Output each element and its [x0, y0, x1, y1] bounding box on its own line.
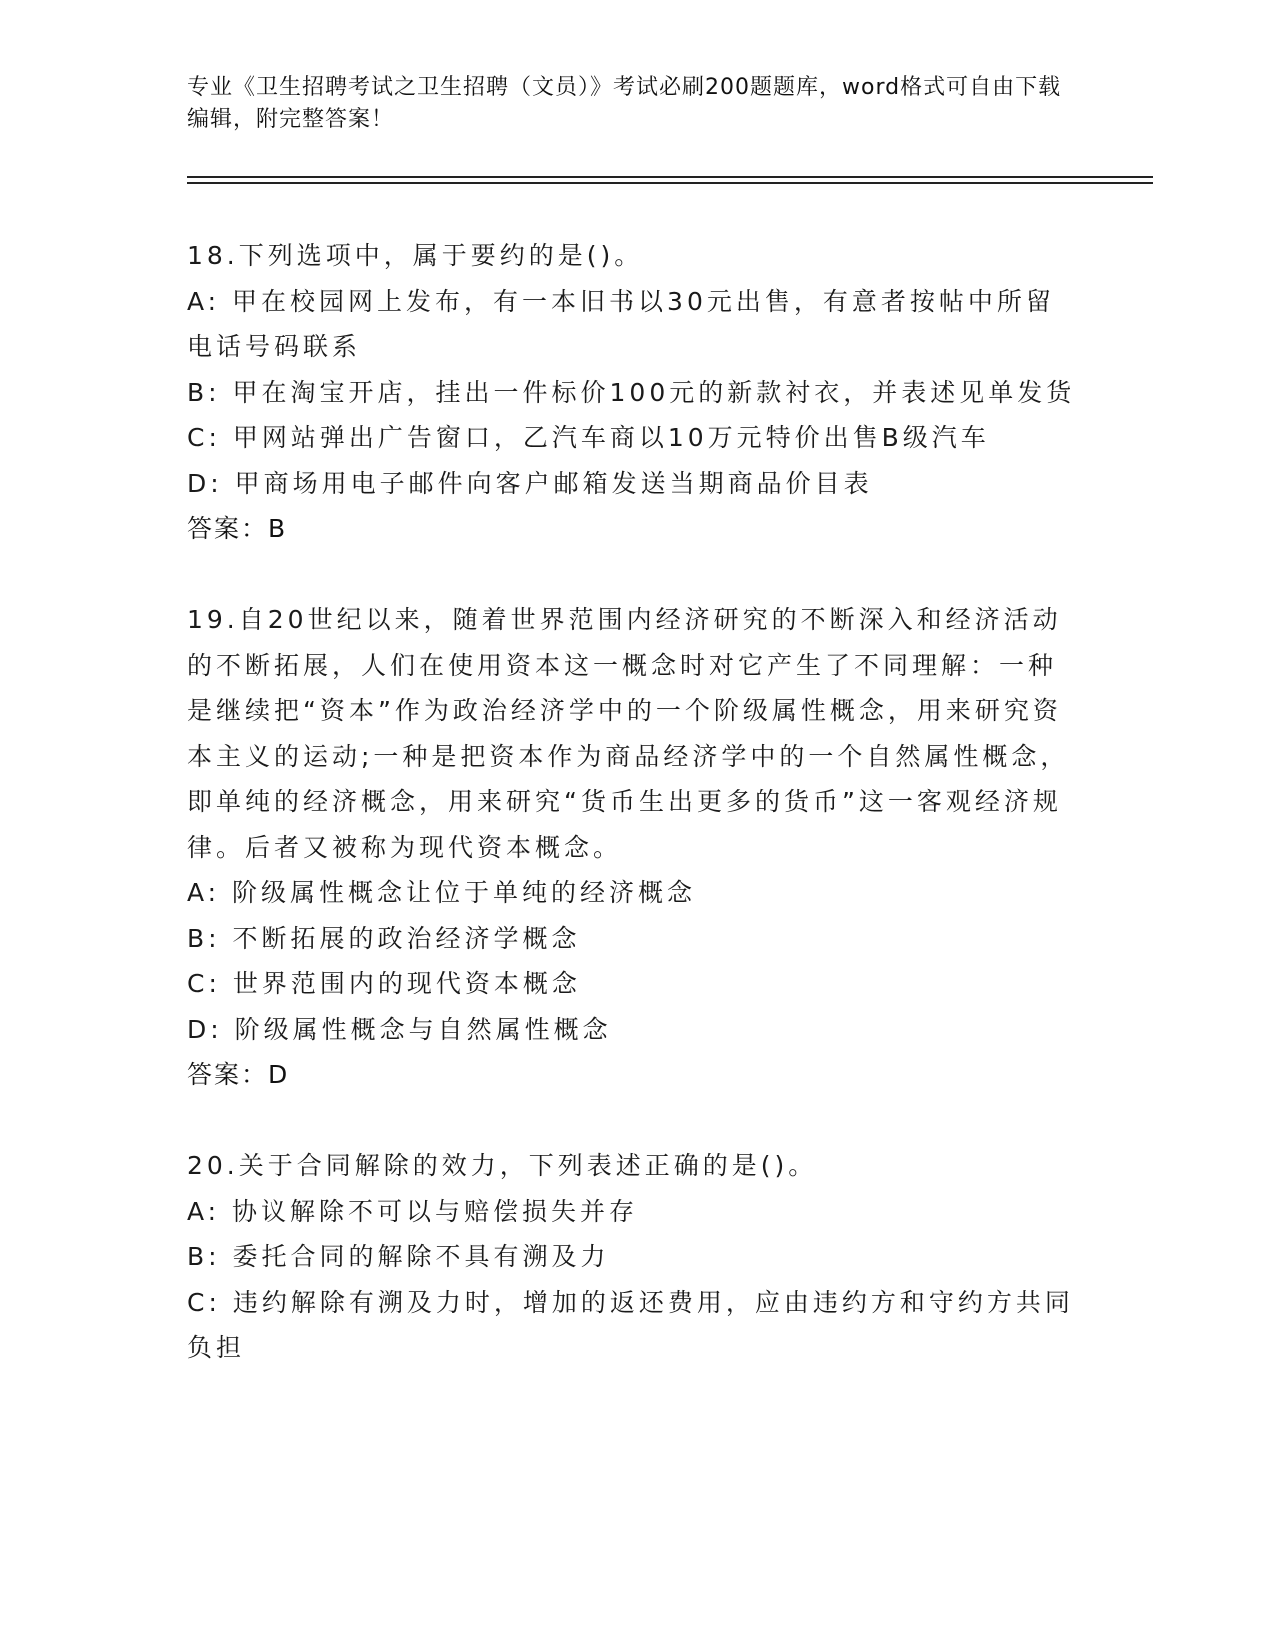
- question-stem: 20.关于合同解除的效力，下列表述正确的是()。: [187, 1151, 818, 1180]
- question-18: [187, 233, 1077, 552]
- answer-line: [187, 506, 1077, 552]
- option-a: A: 协议解除不可以与赔偿损失并存: [187, 1196, 639, 1226]
- question-20: [187, 1143, 1077, 1371]
- question-stem: 19.自20世纪以来，随着世界范围内经济研究的不断深入和经济活动的不断拓展，人们在使用资本这一概念时对它产生了不同理解：一种是继续把“资本”作为政治经济学中的一个阶级属性概念，用来研究资本主义的运动;一种是把资本作为商品经济学中的一个自然属性概念，即单纯的经济概念，用来研究“货币生出更多的货币”这一客观经济规律。后者又被称为现代资本概念。: [187, 605, 1070, 862]
- option-a: A: 甲在校园网上发布，有一本旧书以30元出售，有意者按帖中所留电话号码联系: [187, 286, 1055, 361]
- header-divider-top: [187, 176, 1153, 178]
- question-stem: 18.下列选项中，属于要约的是()。: [187, 241, 644, 270]
- option-c: C: 甲网站弹出广告窗口，乙汽车商以10万元特价出售B级汽车: [187, 423, 990, 452]
- option-b: B: 甲在淘宝开店，挂出一件标价100元的新款衬衣，并表述见单发货: [187, 377, 1076, 407]
- option-d: D: 阶级属性概念与自然属性概念: [187, 1014, 612, 1044]
- option-b: B: 委托合同的解除不具有溯及力: [187, 1242, 610, 1271]
- option-b: B: 不断拓展的政治经济学概念: [187, 923, 581, 953]
- option-c: C: 违约解除有溯及力时，增加的返还费用，应由违约方和守约方共同负担: [187, 1287, 1074, 1362]
- document-header: 专业《卫生招聘考试之卫生招聘（文员）》考试必刷200题题库，word格式可自由下载编辑，附完整答案！: [187, 75, 1062, 132]
- answer-label: 答案：: [187, 514, 269, 543]
- answer-value: D: [268, 1060, 289, 1089]
- option-c: C: 世界范围内的现代资本概念: [187, 969, 581, 998]
- answer-value: B: [268, 514, 287, 543]
- answer-line: [187, 1052, 1077, 1098]
- option-a: A: 阶级属性概念让位于单纯的经济概念: [187, 878, 697, 907]
- header-divider-bottom: [187, 182, 1153, 184]
- question-19: [187, 597, 1077, 1098]
- answer-label: 答案：: [187, 1060, 269, 1089]
- option-d: D: 甲商场用电子邮件向客户邮箱发送当期商品价目表: [187, 468, 873, 498]
